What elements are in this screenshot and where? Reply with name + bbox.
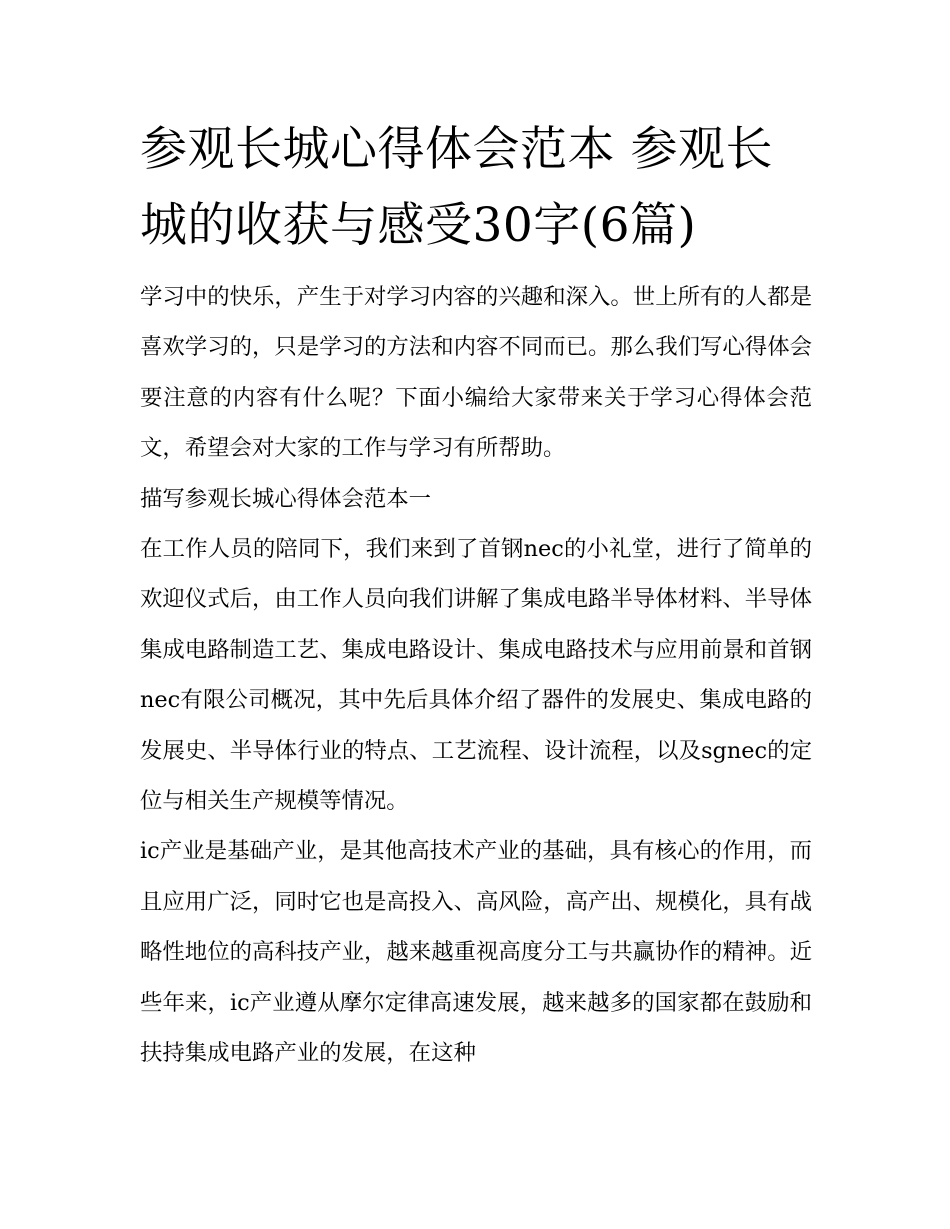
document-body <box>140 112 812 1079</box>
intro-paragraph: 学习中的快乐，产生于对学习内容的兴趣和深入。世上所有的人都是喜欢学习的，只是学习的方法和内容不同而已。那么我们写心得体会要注意的内容有什么呢？下面小编给大家带来关于学习心得体会范文，希望会对大家的工作与学习有所帮助。 <box>140 284 812 462</box>
section-heading: 描写参观长城心得体会范本一 <box>140 485 432 512</box>
document-title: 参观长城心得体会范本 参观长城的收获与感受30字(6篇) <box>140 122 773 253</box>
body-paragraph: 在工作人员的陪同下，我们来到了首钢nec的小礼堂，进行了简单的欢迎仪式后，由工作人员向我们讲解了集成电路半导体材料、半导体集成电路制造工艺、集成电路设计、集成电路技术与应用前景和首钢nec有限公司概况，其中先后具体介绍了器件的发展史、集成电路的发展史、半导体行业的特点、工艺流程、设计流程，以及sgnec的定位与相关生产规模等情况。 <box>140 536 812 815</box>
body-paragraph: ic产业是基础产业，是其他高技术产业的基础，具有核心的作用，而且应用广泛，同时它也是高投入、高风险，高产出、规模化，具有战略性地位的高科技产业，越来越重视高度分工与共赢协作的精神。近些年来，ic产业遵从摩尔定律高速发展，越来越多的国家都在鼓励和扶持集成电路产业的发展，在这种 <box>140 838 812 1067</box>
